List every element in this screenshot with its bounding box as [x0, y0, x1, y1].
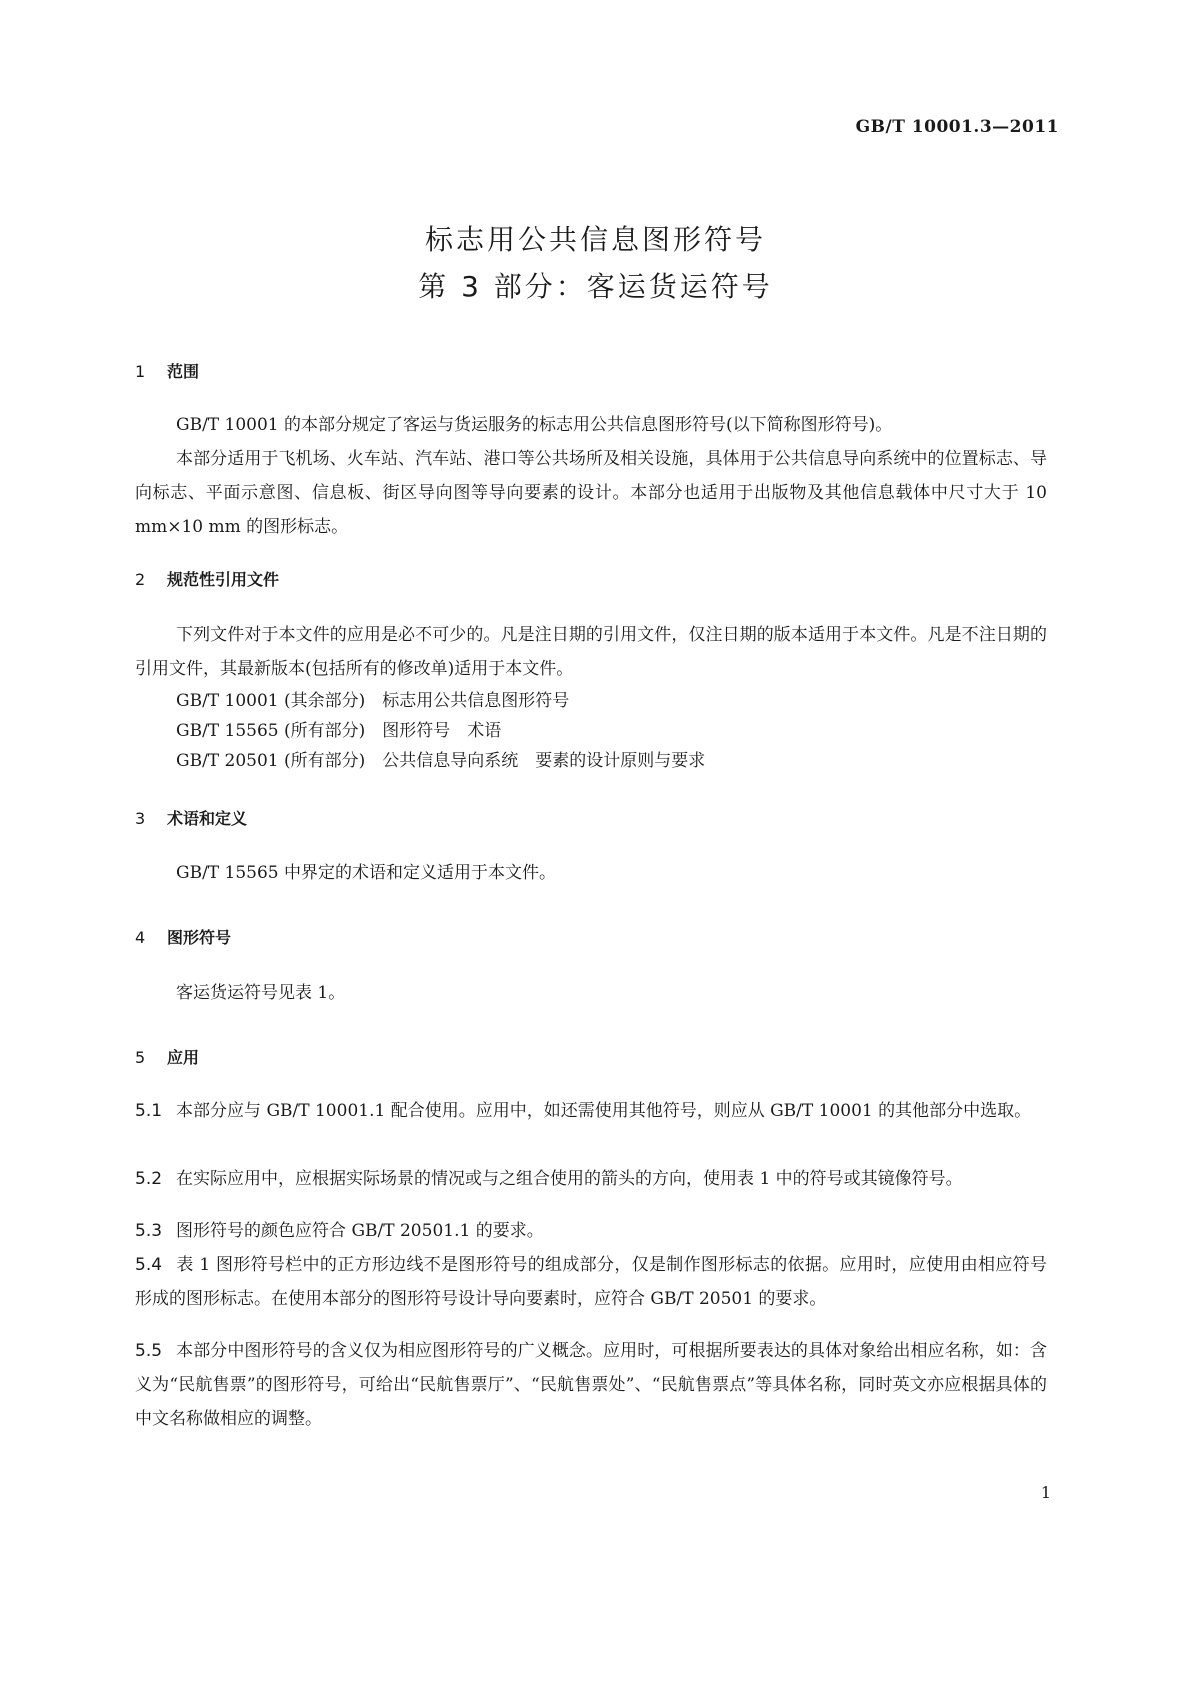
- document-title: 标志用公共信息图形符号: [424, 223, 766, 256]
- clause-number: 5.1: [135, 1101, 163, 1121]
- clause-number: 5.5: [135, 1341, 163, 1361]
- page-number: 1: [1040, 1483, 1051, 1502]
- reference-item: GB/T 20501 (所有部分) 公共信息导向系统 要素的设计原则与要求: [176, 751, 706, 771]
- reference-item: GB/T 10001 (其余部分) 标志用公共信息图形符号: [176, 691, 570, 711]
- standard-number: GB/T 10001.3—2011: [855, 117, 1059, 137]
- clause-number: 5.2: [135, 1169, 163, 1189]
- clause-5-1: [135, 1094, 1047, 1128]
- clause-text: 本部分应与 GB/T 10001.1 配合使用。应用中，如还需使用其他符号，则应从 GB/T 10001 的其他部分中选取。: [176, 1101, 1032, 1121]
- clause-5-4: [135, 1248, 1047, 1316]
- section-title: 术语和定义: [167, 809, 248, 828]
- paragraph: 本部分适用于飞机场、火车站、汽车站、港口等公共场所及相关设施，具体用于公共信息导向系统中的位置标志、导向标志、平面示意图、信息板、街区导向图等导向要素的设计。本部分也适用于出版物及其他信息载体中尺寸大于 10 mm×10 mm 的图形标志。: [135, 449, 1047, 537]
- section-number: 1: [135, 362, 146, 381]
- section-number: 3: [135, 809, 146, 828]
- clause-text: 本部分中图形符号的含义仅为相应图形符号的广义概念。应用时，可根据所要表达的具体对象给出相应名称，如：含义为“民航售票”的图形符号，可给出“民航售票厅”、“民航售票处”、“民航售票点”等具体名称，同时英文亦应根据具体的中文名称做相应的调整。: [135, 1341, 1047, 1429]
- section-number: 2: [135, 570, 146, 589]
- clause-text: 在实际应用中，应根据实际场景的情况或与之组合使用的箭头的方向，使用表 1 中的符号或其镜像符号。: [176, 1169, 963, 1189]
- paragraph: GB/T 15565 中界定的术语和定义适用于本文件。: [176, 863, 557, 883]
- clause-text: 图形符号的颜色应符合 GB/T 20501.1 的要求。: [176, 1221, 544, 1241]
- section-title: 图形符号: [167, 928, 232, 947]
- section-title: 应用: [167, 1048, 200, 1067]
- clause-number: 5.4: [135, 1255, 163, 1275]
- paragraph: 下列文件对于本文件的应用是必不可少的。凡是注日期的引用文件，仅注日期的版本适用于本文件。凡是不注日期的引用文件，其最新版本(包括所有的修改单)适用于本文件。: [135, 625, 1047, 679]
- clause-5-5: [135, 1334, 1047, 1436]
- clause-5-2: [135, 1162, 1047, 1196]
- section-heading-terms: [135, 806, 247, 829]
- section-heading-application: [135, 1045, 199, 1068]
- section-number: 5: [135, 1048, 146, 1067]
- document-subtitle: 第 3 部分：客运货运符号: [418, 270, 773, 303]
- paragraph: 客运货运符号见表 1。: [176, 983, 346, 1003]
- section-number: 4: [135, 928, 146, 947]
- section-heading-graphical-symbols: [135, 925, 231, 948]
- clause-number: 5.3: [135, 1221, 163, 1241]
- clause-text: 表 1 图形符号栏中的正方形边线不是图形符号的组成部分，仅是制作图形标志的依据。应用时，应使用由相应符号形成的图形标志。在使用本部分的图形符号设计导向要素时，应符合 GB/T 20501 的要求。: [135, 1255, 1047, 1309]
- section-heading-normative-references: [135, 567, 279, 590]
- section-heading-scope: [135, 359, 199, 382]
- paragraph: GB/T 10001 的本部分规定了客运与货运服务的标志用公共信息图形符号(以下简称图形符号)。: [176, 415, 893, 435]
- clause-5-3: [135, 1214, 1047, 1248]
- section-title: 规范性引用文件: [167, 570, 280, 589]
- reference-item: GB/T 15565 (所有部分) 图形符号 术语: [176, 721, 502, 741]
- section-title: 范围: [167, 362, 200, 381]
